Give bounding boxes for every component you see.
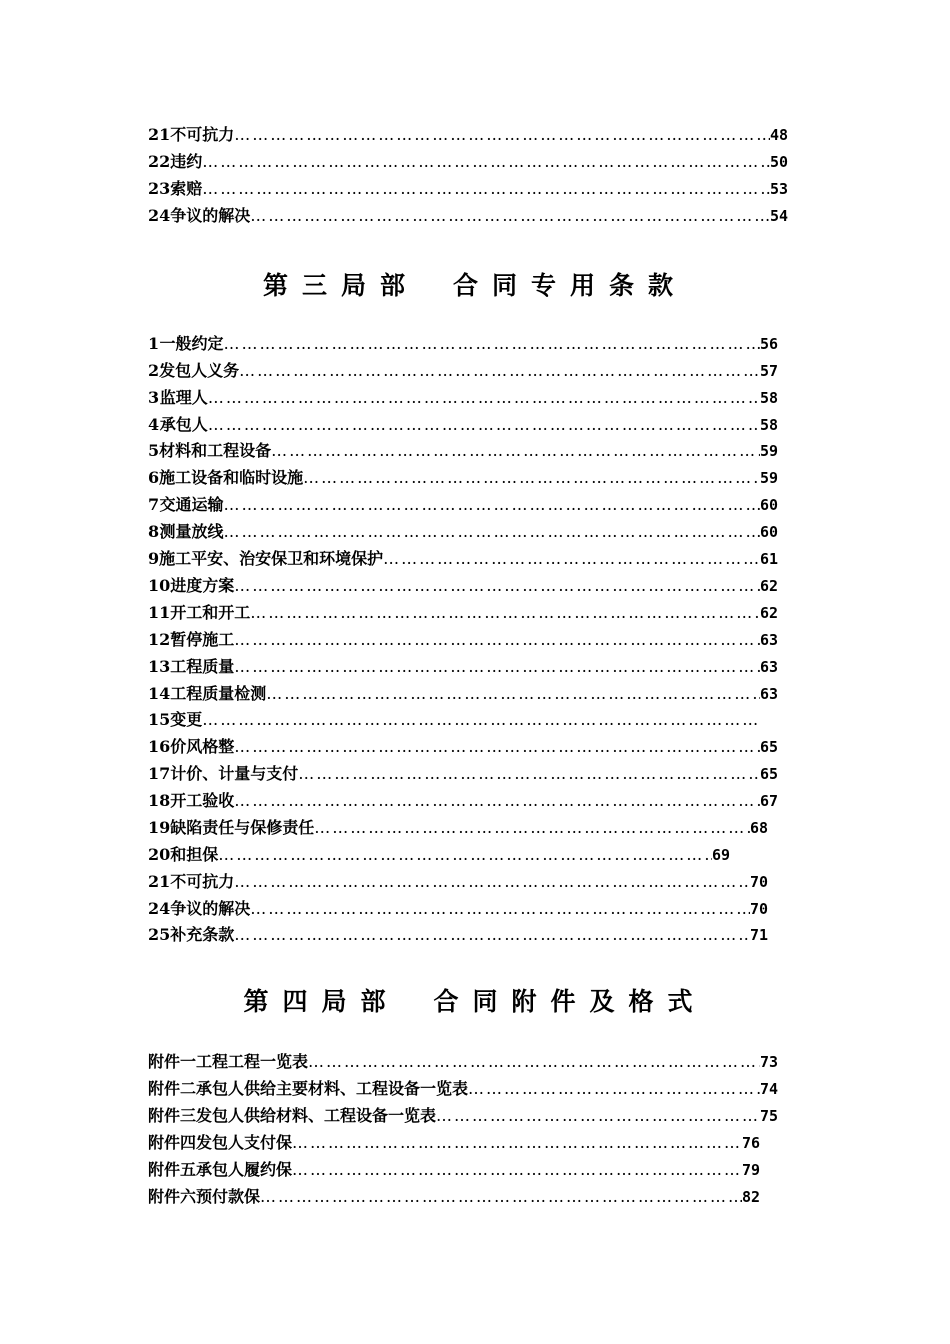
entry-number: 5: [148, 441, 160, 460]
entry-title: 施工设备和临时设施: [159, 468, 304, 487]
leader-dots: [234, 122, 770, 148]
leader-dots: [468, 1076, 760, 1102]
entry-title: 不可抗力: [170, 125, 235, 144]
toc-part3-entry-17[interactable]: [148, 788, 778, 814]
leader-dots: [239, 358, 760, 384]
entry-number: 14: [148, 684, 171, 703]
leader-dots: [234, 922, 750, 948]
entry-number: 23: [148, 179, 171, 198]
entry-title: 交通运输: [159, 495, 224, 514]
entry-number: 21: [148, 872, 171, 891]
toc-part4-entry-3[interactable]: [148, 1130, 760, 1156]
toc-top-entry-1[interactable]: [148, 149, 788, 175]
leader-dots: [218, 842, 712, 868]
entry-title: 工程工程一览表: [196, 1052, 309, 1071]
leader-dots: [303, 465, 760, 491]
entry-number: 附件五: [148, 1160, 197, 1179]
entry-page: 48: [769, 126, 788, 144]
toc-part3-entry-18[interactable]: [148, 815, 768, 841]
toc-part3-entry-22[interactable]: [148, 922, 768, 948]
entry-number: 12: [148, 630, 171, 649]
entry-title: 不可抗力: [170, 872, 235, 891]
leader-dots: [308, 1049, 760, 1075]
entry-page: 63: [759, 658, 778, 676]
entry-number: 附件一: [148, 1052, 197, 1071]
entry-page: 62: [759, 577, 778, 595]
entry-title: 开工和开工: [170, 603, 251, 622]
entry-page: 57: [759, 362, 778, 380]
entry-title: 工程质量检测: [170, 684, 267, 703]
leader-dots: [250, 203, 770, 229]
entry-page: 68: [749, 819, 768, 837]
entry-number: 11: [148, 603, 171, 622]
leader-dots: [208, 385, 760, 411]
entry-number: 3: [148, 388, 160, 407]
entry-title: 发包人支付保: [196, 1133, 293, 1152]
leader-dots: [208, 412, 760, 438]
toc-part3-entry-6[interactable]: [148, 492, 778, 518]
entry-number: 20: [148, 845, 171, 864]
entry-number: 16: [148, 737, 171, 756]
entry-page: 60: [759, 496, 778, 514]
entry-number: 7: [148, 495, 160, 514]
leader-dots: [266, 681, 760, 707]
toc-part3-entry-7[interactable]: [148, 519, 778, 545]
leader-dots: [234, 573, 760, 599]
entry-title: 监理人: [159, 388, 208, 407]
entry-title: 进度方案: [170, 576, 235, 595]
entry-title: 缺陷责任与保修责任: [170, 818, 315, 837]
entry-page: 58: [759, 416, 778, 434]
entry-number: 24: [148, 899, 171, 918]
entry-title: 计价、计量与支付: [170, 764, 299, 783]
entry-number: 22: [148, 152, 171, 171]
entry-title: 索赔: [170, 179, 203, 198]
toc-part3-entry-14[interactable]: [148, 707, 758, 733]
entry-page: 63: [759, 685, 778, 703]
leader-dots: [202, 176, 770, 202]
leader-dots: [234, 869, 750, 895]
entry-page: 59: [759, 442, 778, 460]
entry-page: 70: [749, 873, 768, 891]
leader-dots: [383, 546, 760, 572]
entry-number: 15: [148, 710, 171, 729]
entry-number: 25: [148, 925, 171, 944]
entry-title: 和担保: [170, 845, 219, 864]
leader-dots: [292, 1157, 742, 1183]
toc-part3-entry-13[interactable]: [148, 681, 778, 707]
toc-part3-entry-10[interactable]: [148, 600, 778, 626]
toc-top-entry-0[interactable]: [148, 122, 788, 148]
entry-page: 67: [759, 792, 778, 810]
toc-part3-entry-2[interactable]: [148, 385, 778, 411]
entry-page: 56: [759, 335, 778, 353]
entry-number: 9: [148, 549, 160, 568]
leader-dots: [223, 519, 759, 545]
leader-dots: [250, 896, 750, 922]
toc-part3-entry-5[interactable]: [148, 465, 778, 491]
entry-number: 6: [148, 468, 160, 487]
entry-title: 变更: [170, 710, 203, 729]
toc-part3-entry-11[interactable]: [148, 627, 778, 653]
entry-number: 8: [148, 522, 160, 541]
entry-page: 62: [759, 604, 778, 622]
entry-number: 13: [148, 657, 171, 676]
toc-part3-entry-19[interactable]: [148, 842, 730, 868]
entry-title: 争议的解决: [170, 899, 251, 918]
toc-part3-entry-3[interactable]: [148, 412, 778, 438]
entry-page: 79: [741, 1161, 760, 1179]
entry-title: 一般约定: [159, 334, 224, 353]
entry-page: 53: [769, 180, 788, 198]
leader-dots: [436, 1103, 760, 1129]
leader-dots: [202, 707, 758, 733]
toc-part3-entry-20[interactable]: [148, 869, 768, 895]
entry-page: 63: [759, 631, 778, 649]
entry-page: 50: [769, 153, 788, 171]
entry-title: 承包人履约保: [196, 1160, 293, 1179]
toc-part4-entry-4[interactable]: [148, 1157, 760, 1183]
entry-page: 73: [759, 1053, 778, 1071]
entry-title: 争议的解决: [170, 206, 251, 225]
entry-title: 施工平安、治安保卫和环境保护: [159, 549, 384, 568]
toc-part3-entry-12[interactable]: [148, 654, 778, 680]
part3-heading-title: 合同专用条款: [453, 271, 688, 300]
entry-page: 54: [769, 207, 788, 225]
leader-dots: [223, 331, 759, 357]
entry-title: 违约: [170, 152, 203, 171]
toc-part3-entry-4[interactable]: [148, 438, 778, 464]
leader-dots: [234, 734, 760, 760]
entry-number: 附件三: [148, 1106, 197, 1125]
entry-page: 71: [749, 926, 768, 944]
toc-part4-entry-0[interactable]: [148, 1049, 778, 1075]
entry-title: 工程质量: [170, 657, 235, 676]
entry-number: 24: [148, 206, 171, 225]
toc-part3-entry-9[interactable]: [148, 573, 778, 599]
leader-dots: [298, 761, 760, 787]
entry-number: 10: [148, 576, 171, 595]
toc-part3-entry-0[interactable]: [148, 331, 778, 357]
entry-page: 60: [759, 523, 778, 541]
entry-page: 58: [759, 389, 778, 407]
toc-part4-entry-2[interactable]: [148, 1103, 778, 1129]
toc-part4-entry-5[interactable]: [148, 1184, 760, 1210]
part4-heading-title: 合同附件及格式: [433, 987, 707, 1016]
entry-number: 1: [148, 334, 160, 353]
entry-page: 61: [759, 550, 778, 568]
entry-number: 21: [148, 125, 171, 144]
toc-top-entry-3[interactable]: [148, 203, 788, 229]
leader-dots: [234, 654, 760, 680]
leader-dots: [292, 1130, 742, 1156]
entry-page: 82: [741, 1188, 760, 1206]
entry-number: 18: [148, 791, 171, 810]
leader-dots: [223, 492, 759, 518]
entry-title: 价风格整: [170, 737, 235, 756]
entry-title: 承包人供给主要材料、工程设备一览表: [196, 1079, 469, 1098]
entry-page: 75: [759, 1107, 778, 1125]
leader-dots: [202, 149, 770, 175]
entry-page: 74: [759, 1080, 778, 1098]
part4-heading-part: 第四局部: [243, 987, 400, 1016]
toc-part3-entry-16[interactable]: [148, 761, 778, 787]
toc-top-entry-2[interactable]: [148, 176, 788, 202]
entry-page: 70: [749, 900, 768, 918]
entry-page: 65: [759, 738, 778, 756]
toc-part3-entry-8[interactable]: [148, 546, 778, 572]
entry-page: 65: [759, 765, 778, 783]
entry-page: 69: [711, 846, 730, 864]
entry-title: 承包人: [159, 415, 208, 434]
entry-page: 59: [759, 469, 778, 487]
entry-number: 17: [148, 764, 171, 783]
leader-dots: [314, 815, 750, 841]
leader-dots: [260, 1184, 742, 1210]
toc-part4-entry-1[interactable]: [148, 1076, 778, 1102]
toc-part3-entry-21[interactable]: [148, 896, 768, 922]
entry-title: 暂停施工: [170, 630, 235, 649]
entry-title: 开工验收: [170, 791, 235, 810]
leader-dots: [250, 600, 760, 626]
entry-number: 附件二: [148, 1079, 197, 1098]
part4-heading: [0, 984, 950, 1020]
part3-heading-part: 第三局部: [262, 271, 419, 300]
leader-dots: [271, 438, 760, 464]
entry-title: 测量放线: [159, 522, 224, 541]
part3-heading: [0, 268, 950, 304]
toc-part3-entry-1[interactable]: [148, 358, 778, 384]
entry-number: 2: [148, 361, 160, 380]
entry-number: 附件六: [148, 1187, 197, 1206]
leader-dots: [234, 627, 760, 653]
entry-number: 附件四: [148, 1133, 197, 1152]
entry-title: 发包人义务: [159, 361, 240, 380]
entry-title: 预付款保: [196, 1187, 261, 1206]
entry-title: 材料和工程设备: [159, 441, 272, 460]
entry-title: 发包人供给材料、工程设备一览表: [196, 1106, 437, 1125]
entry-number: 4: [148, 415, 160, 434]
entry-page: 76: [741, 1134, 760, 1152]
entry-title: 补充条款: [170, 925, 235, 944]
toc-part3-entry-15[interactable]: [148, 734, 778, 760]
entry-number: 19: [148, 818, 171, 837]
leader-dots: [234, 788, 760, 814]
